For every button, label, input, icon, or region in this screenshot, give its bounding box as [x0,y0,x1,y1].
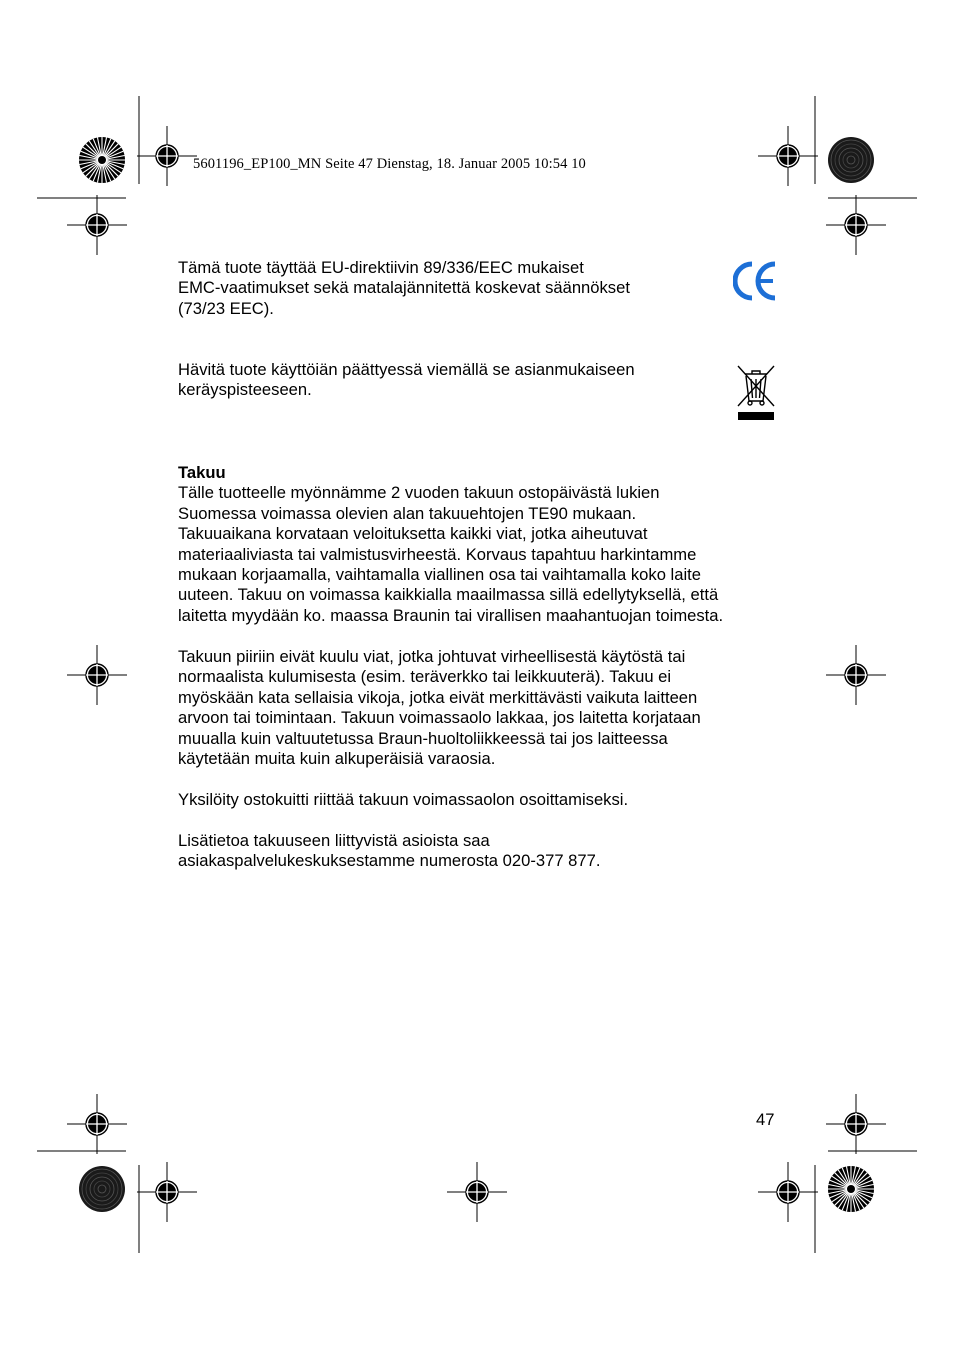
warranty-receipt-paragraph: Yksilöity ostokuitti riittää takuun voimassaolon osoittamiseksi. [178,790,629,809]
crossed-out-bin-icon [736,364,776,422]
warranty-contact-paragraph: Lisätietoa takuuseen liittyvistä asioista saa asiakaspalvelukeskuksestamme numerosta 020-377 877. [178,831,601,871]
print-slug-line: 5601196_EP100_MN Seite 47 Dienstag, 18. Januar 2005 10:54 10 [193,156,586,172]
warranty-section: Takuu Tälle tuotteelle myönnämme 2 vuoden takuun ostopäivästä lukien Suomessa voimassa olevien alan takuuehtojen TE90 mukaan. Takuuaikana korvataan veloituksetta kaikki viat, jotka aiheutuvat materiaaliviasta tai valmistusvirheestä. Korvaus tapahtuu harkintamme mukaan korjaamalla, vaihtamalla viallinen osa tai vaihtamalla koko laite uuteen. Takuu on voimassa kaikkialla maailmassa sillä edellytyksellä, että laitetta myydään ko. maassa Braunin tai virallisen maahantuojan toimesta. [178,463,724,625]
ce-mark-icon [733,260,777,302]
compliance-paragraph: Tämä tuote täyttää EU-direktiivin 89/336/EEC mukaiset EMC-vaatimukset sekä matalajännitettä koskevat säännökset (73/23 EEC). [178,258,630,318]
page-number: 47 [756,1110,775,1129]
warranty-exclusions-paragraph: Takuun piiriin eivät kuulu viat, jotka johtuvat virheellisestä käytöstä tai normaalista kulumisesta (esim. teräverkko tai leikkuuterä). Takuu ei myöskään kata sellaisia vikoja, jotka eivät merkittävästi vaikuta laitteen arvoon tai toimintaan. Takuun voimassaolo lakkaa, jos laitetta korjataan muualla kuin valtuutetussa Braun-huoltoliikkeessä tai jos laitteessa käytetään muita kuin alkuperäisiä varaosia. [178,647,701,769]
disposal-paragraph: Hävitä tuote käyttöiän päättyessä viemällä se asianmukaiseen keräyspisteeseen. [178,360,635,400]
warranty-heading: Takuu [178,463,226,482]
